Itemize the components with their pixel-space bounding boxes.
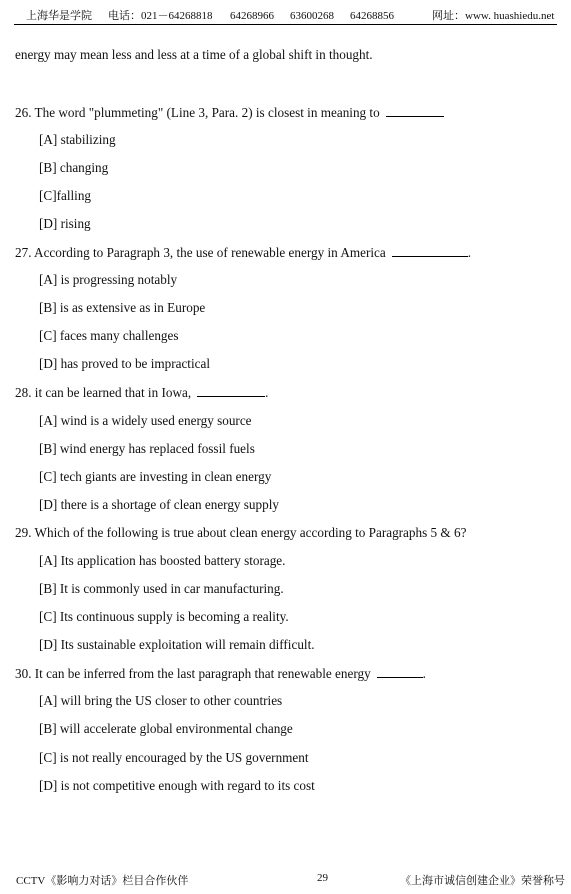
footer-left-text: CCTV《影响力对话》栏目合作伙伴 bbox=[16, 875, 189, 887]
question-30-option-a: [A] will bring the US closer to other countries bbox=[39, 693, 283, 708]
question-28-option-a: [A] wind is a widely used energy source bbox=[39, 413, 252, 428]
question-stem bbox=[15, 104, 444, 121]
answer-blank bbox=[386, 104, 444, 117]
answer-blank bbox=[197, 384, 265, 397]
question-28-option-d: [D] there is a shortage of clean energy supply bbox=[39, 497, 279, 512]
header-school-name: 上海华是学院 bbox=[26, 10, 92, 22]
question-27-stem: 27. According to Paragraph 3, the use of renewable energy in America bbox=[15, 245, 386, 260]
question-stem bbox=[15, 665, 426, 682]
question-30-option-d: [D] is not competitive enough with regard to its cost bbox=[39, 778, 315, 793]
header-phone-4: 64268856 bbox=[350, 10, 394, 22]
question-30-option-c: [C] is not really encouraged by the US government bbox=[39, 750, 309, 765]
question-28-stem: 28. it can be learned that in Iowa, bbox=[15, 385, 192, 400]
question-26-option-b: [B] changing bbox=[39, 160, 109, 175]
question-stem bbox=[15, 244, 471, 261]
question-29-option-b: [B] It is commonly used in car manufacturing. bbox=[39, 581, 284, 596]
question-29-option-d: [D] Its sustainable exploitation will remain difficult. bbox=[39, 637, 315, 652]
question-29-option-a: [A] Its application has boosted battery storage. bbox=[39, 553, 286, 568]
header-phone-2: 64268966 bbox=[230, 10, 274, 22]
question-29-option-c: [C] Its continuous supply is becoming a reality. bbox=[39, 609, 289, 624]
question-28-option-c: [C] tech giants are investing in clean energy bbox=[39, 469, 272, 484]
question-27-option-b: [B] is as extensive as in Europe bbox=[39, 300, 206, 315]
question-28-end: . bbox=[265, 385, 269, 400]
page-number: 29 bbox=[317, 872, 328, 884]
question-stem bbox=[15, 384, 268, 401]
question-26-option-c: [C]falling bbox=[39, 188, 92, 203]
footer-right-text: 《上海市诚信创建企业》荣誉称号 bbox=[400, 875, 565, 887]
question-27-option-a: [A] is progressing notably bbox=[39, 272, 178, 287]
question-27-option-c: [C] faces many challenges bbox=[39, 328, 179, 343]
header-phone: 电话：021－64268818 bbox=[108, 10, 213, 22]
question-27-end: . bbox=[467, 245, 472, 260]
question-28-option-b: [B] wind energy has replaced fossil fuels bbox=[39, 441, 255, 456]
intro-line: energy may mean less and less at a time of a global shift in thought. bbox=[15, 47, 373, 62]
question-30-end: . bbox=[422, 666, 426, 681]
header-website: 网址：www. huashiedu.net bbox=[432, 10, 555, 22]
page-header bbox=[14, 8, 557, 25]
question-29-stem: 29. Which of the following is true about clean energy according to Paragraphs 5 & 6? bbox=[15, 525, 467, 540]
question-26-option-d: [D] rising bbox=[39, 216, 91, 231]
answer-blank bbox=[392, 244, 468, 257]
question-30-option-b: [B] will accelerate global environmental change bbox=[39, 721, 293, 736]
question-26-stem: 26. The word "plummeting" (Line 3, Para. 2) is closest in meaning to bbox=[15, 105, 380, 120]
question-27-option-d: [D] has proved to be impractical bbox=[39, 356, 211, 371]
header-phone-3: 63600268 bbox=[290, 10, 334, 22]
answer-blank bbox=[377, 665, 423, 678]
question-30-stem: 30. It can be inferred from the last paragraph that renewable energy bbox=[15, 666, 371, 681]
question-26-option-a: [A] stabilizing bbox=[39, 132, 116, 147]
